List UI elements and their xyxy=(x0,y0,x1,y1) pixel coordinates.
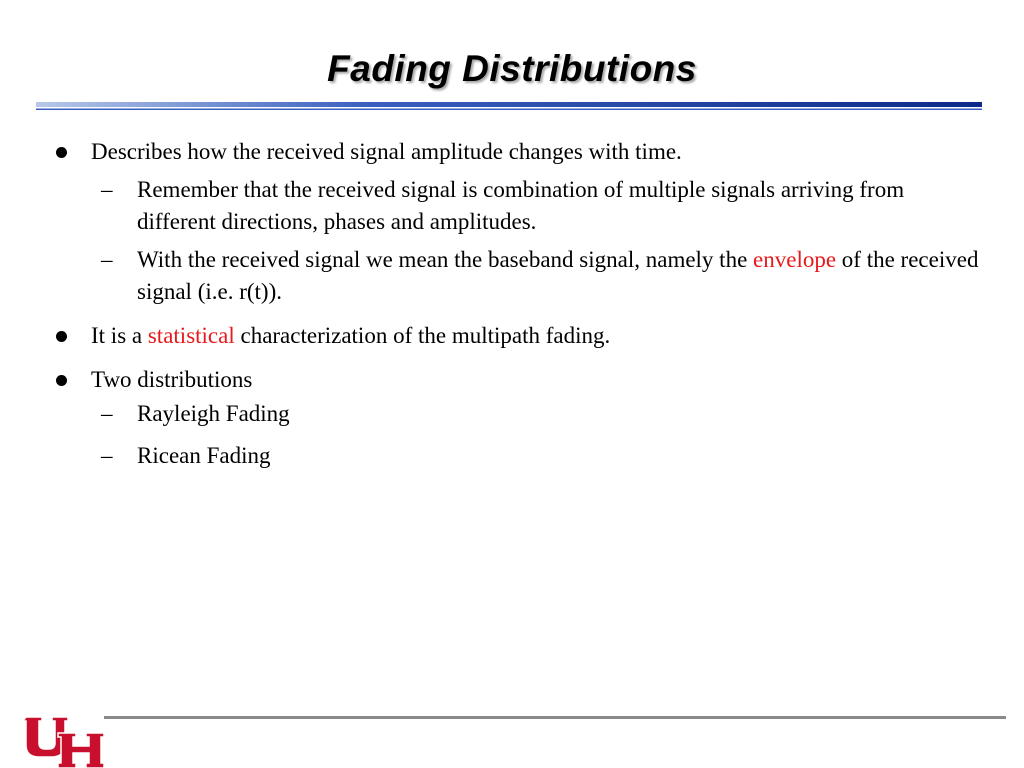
dash-icon: – xyxy=(101,401,113,426)
sub-bullet-text: Ricean Fading xyxy=(137,443,271,468)
bullet-text: Describes how the received signal amplitude changes with time. xyxy=(91,139,682,164)
university-of-houston-uh-logo-icon xyxy=(24,711,104,768)
bullet-item xyxy=(52,364,982,472)
sub-bullet-text-post: of the received signal (i.e. r(t)). xyxy=(137,247,979,304)
bullet-text-pre: It is a xyxy=(91,323,148,348)
slide-title: Fading Distributions xyxy=(327,48,697,89)
sub-bullet-text: Rayleigh Fading xyxy=(137,401,290,426)
sub-bullet-text-pre: With the received signal we mean the baseband signal, namely the xyxy=(137,247,754,272)
title-divider xyxy=(36,101,982,111)
bullet-text-post: characterization of the multipath fading. xyxy=(234,323,611,348)
sub-bullet-item xyxy=(91,244,982,308)
sub-bullet-item xyxy=(91,174,982,238)
sub-bullet-text: Remember that the received signal is combination of multiple signals arriving from different directions, phases and amplitudes. xyxy=(137,177,905,234)
footer-divider xyxy=(104,716,1006,719)
dash-icon: – xyxy=(101,247,113,272)
bullet-text: Two distributions xyxy=(91,367,253,392)
bullet-dot-icon xyxy=(56,375,67,386)
highlight-envelope: envelope xyxy=(753,247,837,272)
bullet-dot-icon xyxy=(56,147,67,158)
highlight-statistical: statistical xyxy=(147,323,235,348)
sub-bullet-item xyxy=(91,440,982,472)
dash-icon: – xyxy=(101,443,113,468)
bullet-item xyxy=(52,320,982,352)
bullet-dot-icon xyxy=(56,331,67,342)
bullet-item xyxy=(52,136,982,308)
slide-content xyxy=(52,136,982,482)
sub-bullet-item xyxy=(91,398,982,430)
dash-icon: – xyxy=(101,177,113,202)
